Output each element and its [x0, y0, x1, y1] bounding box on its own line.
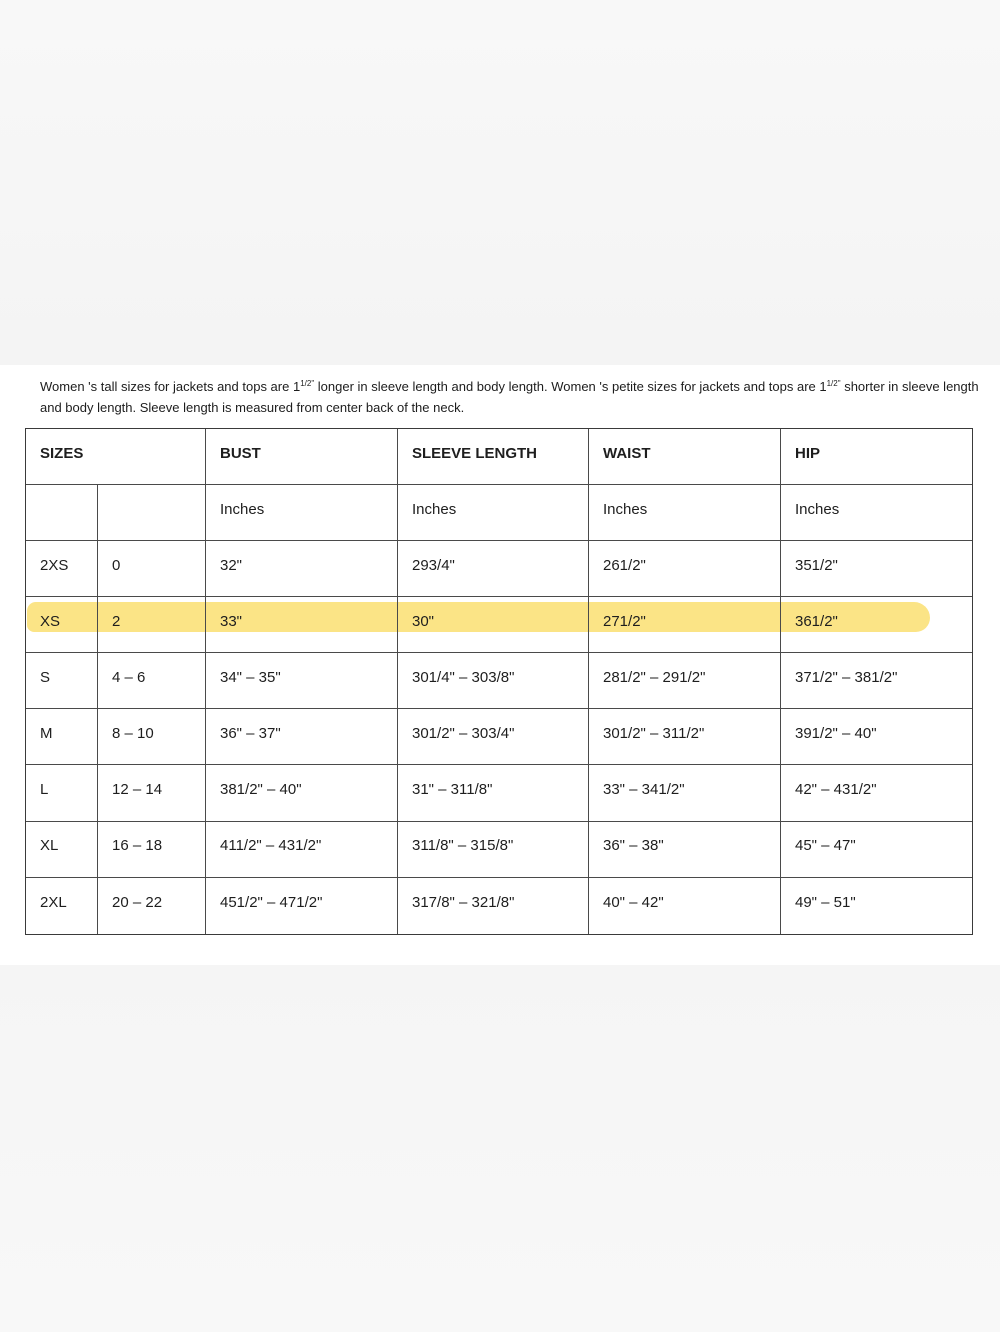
- hip-value: 42" – 431/2": [795, 781, 877, 798]
- row-divider: [26, 764, 972, 765]
- size-label: L: [40, 781, 49, 798]
- top-background: [0, 0, 1000, 365]
- size-table: [25, 428, 973, 935]
- waist-value: 301/2" – 311/2": [603, 725, 705, 742]
- row-divider: [26, 877, 972, 878]
- numeric-size: 12 – 14: [112, 781, 163, 798]
- header-sizes: SIZES: [40, 445, 84, 462]
- unit-sleeve-length: Inches: [412, 501, 457, 518]
- numeric-size: 2: [112, 613, 121, 630]
- row-divider: [26, 708, 972, 709]
- bust-value: 411/2" – 431/2": [220, 837, 322, 854]
- hip-value: 45" – 47": [795, 837, 856, 854]
- hip-value: 49" – 51": [795, 894, 856, 911]
- intro-paragraph: [40, 376, 980, 418]
- waist-value: 33" – 341/2": [603, 781, 685, 798]
- waist-value: 281/2" – 291/2": [603, 669, 706, 686]
- row-divider: [26, 540, 972, 541]
- column-divider: [97, 484, 98, 934]
- bust-value: 451/2" – 471/2": [220, 894, 323, 911]
- numeric-size: 4 – 6: [112, 669, 146, 686]
- bust-value: 381/2" – 40": [220, 781, 302, 798]
- bust-value: 32": [220, 557, 243, 574]
- sleeve-length-value: 317/8" – 321/8": [412, 894, 515, 911]
- numeric-size: 16 – 18: [112, 837, 163, 854]
- bust-value: 33": [220, 613, 243, 630]
- size-label: 2XS: [40, 557, 69, 574]
- column-divider: [780, 429, 781, 934]
- sleeve-length-value: 293/4": [412, 557, 455, 574]
- header-hip: HIP: [795, 445, 821, 462]
- size-label: M: [40, 725, 53, 742]
- bust-value: 34" – 35": [220, 669, 281, 686]
- row-divider: [26, 596, 972, 597]
- row-divider: [26, 484, 972, 485]
- row-divider: [26, 821, 972, 822]
- intro-superscript-2: 1/2": [826, 379, 841, 388]
- sleeve-length-value: 311/8" – 315/8": [412, 837, 514, 854]
- column-divider: [397, 429, 398, 934]
- sleeve-length-value: 31" – 311/8": [412, 781, 493, 798]
- waist-value: 271/2": [603, 613, 646, 630]
- size-label: XL: [40, 837, 59, 854]
- sleeve-length-value: 30": [412, 613, 435, 630]
- sleeve-length-value: 301/2" – 303/4": [412, 725, 515, 742]
- intro-text-3: shorter in sleeve length and body length. Sleeve length is measured from center back of the neck.: [40, 379, 979, 415]
- numeric-size: 8 – 10: [112, 725, 154, 742]
- bottom-background: [0, 965, 1000, 1332]
- row-divider: [26, 652, 972, 653]
- header-sleeve-length: SLEEVE LENGTH: [412, 445, 538, 462]
- hip-value: 371/2" – 381/2": [795, 669, 898, 686]
- size-chart-document: [0, 365, 1000, 965]
- hip-value: 351/2": [795, 557, 838, 574]
- waist-value: 36" – 38": [603, 837, 664, 854]
- header-bust: BUST: [220, 445, 261, 462]
- intro-superscript-1: 1/2": [300, 379, 315, 388]
- size-label: XS: [40, 613, 61, 630]
- numeric-size: 0: [112, 557, 121, 574]
- hip-value: 361/2": [795, 613, 838, 630]
- sleeve-length-value: 301/4" – 303/8": [412, 669, 515, 686]
- header-waist: WAIST: [603, 445, 651, 462]
- intro-text-2: longer in sleeve length and body length. Women 's petite sizes for jackets and tops are 1: [314, 379, 827, 394]
- unit-waist: Inches: [603, 501, 648, 518]
- numeric-size: 20 – 22: [112, 894, 163, 911]
- column-divider: [205, 429, 206, 934]
- waist-value: 40" – 42": [603, 894, 664, 911]
- waist-value: 261/2": [603, 557, 646, 574]
- unit-bust: Inches: [220, 501, 265, 518]
- hip-value: 391/2" – 40": [795, 725, 877, 742]
- size-label: 2XL: [40, 894, 67, 911]
- bust-value: 36" – 37": [220, 725, 281, 742]
- column-divider: [588, 429, 589, 934]
- size-label: S: [40, 669, 51, 686]
- intro-text-1: Women 's tall sizes for jackets and tops are 1: [40, 379, 301, 394]
- unit-hip: Inches: [795, 501, 840, 518]
